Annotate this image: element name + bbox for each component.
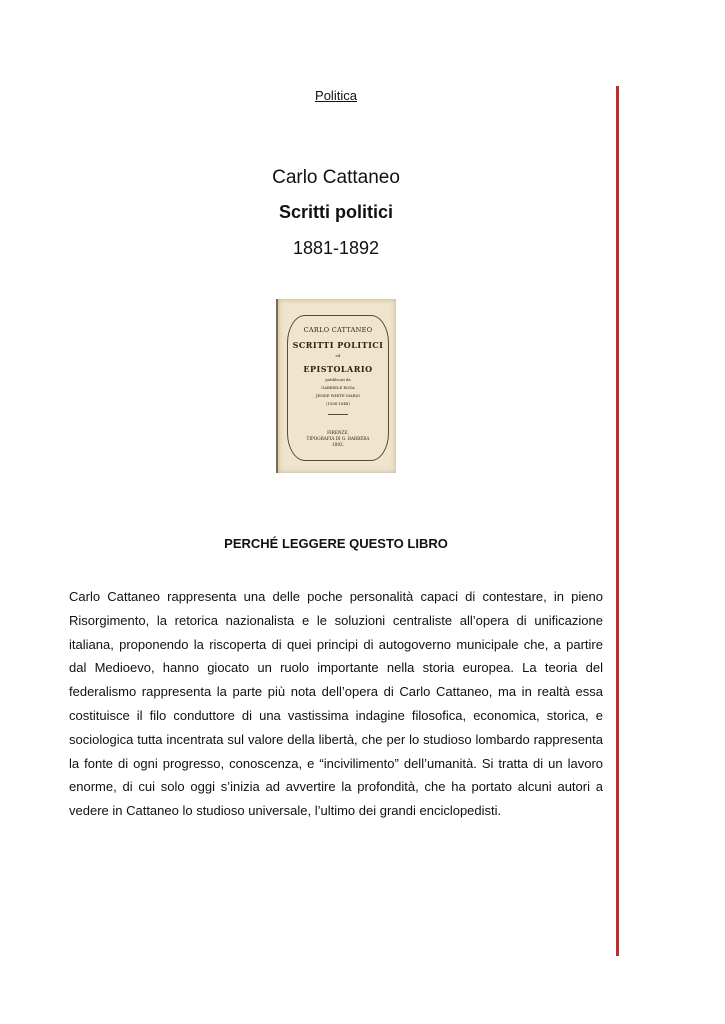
book-title: Scritti politici xyxy=(278,202,393,222)
cover-title-line1: SCRITTI POLITICI xyxy=(292,340,384,350)
cover-dates: (1836-1848) xyxy=(326,401,350,406)
section-heading: PERCHÉ LEGGERE QUESTO LIBRO xyxy=(224,536,448,551)
cover-city: FIRENZE, xyxy=(327,430,349,435)
cover-frame xyxy=(287,315,389,461)
cover-editors-intro: pubblicati da xyxy=(325,377,351,382)
book-cover-image xyxy=(276,299,396,473)
category-label: Politica xyxy=(315,88,357,103)
cover-ornament xyxy=(328,414,348,415)
cover-title-line2: ed xyxy=(335,353,341,358)
cover-author: CARLO CATTANEO xyxy=(303,326,373,334)
book-years: 1881-1892 xyxy=(292,238,380,258)
cover-publisher: TIPOGRAFIA DI G. BARBÈRA xyxy=(306,436,370,441)
cover-title-line3: EPISTOLARIO xyxy=(303,364,373,374)
cover-editor-1: GABRIELE ROSA xyxy=(321,385,355,390)
body-paragraph: Carlo Cattaneo rappresenta una delle poche personalità capaci di contestare, in pieno Risorgimento, la retorica nazionalista e le soluzioni centraliste all’opera di unificazione italiana, proponendo la riscoperta di quei principi di autogoverno municipale che, a partire dal Medioevo, hanno giocato un ruolo importante nella storia europea. La teoria del federalismo rappresenta la parte più nota dell’opera di Carlo Cattaneo, ma in realtà essa costituisce il filo conduttore di una vastissima indagine filosofica, economica, storica, e sociologica tutta incentrata sul valore della libertà, che per lo studioso lombardo rappresenta la fonte di ogni progresso, conoscenza, e “incivilimento” dell’umanità. Si tratta di un lavoro enorme, di cui solo oggi s’inizia ad avvertire la profondità, che ha portato alcuni autori a vedere in Cattaneo lo studioso universale, l’ultimo dei grandi enciclopedisti. xyxy=(69,589,603,819)
cover-year: 1892. xyxy=(332,442,344,447)
book-author: Carlo Cattaneo xyxy=(272,167,400,188)
cover-imprint xyxy=(288,430,388,448)
cover-editor-2: JESSIE WHITE MARIO xyxy=(315,393,361,398)
